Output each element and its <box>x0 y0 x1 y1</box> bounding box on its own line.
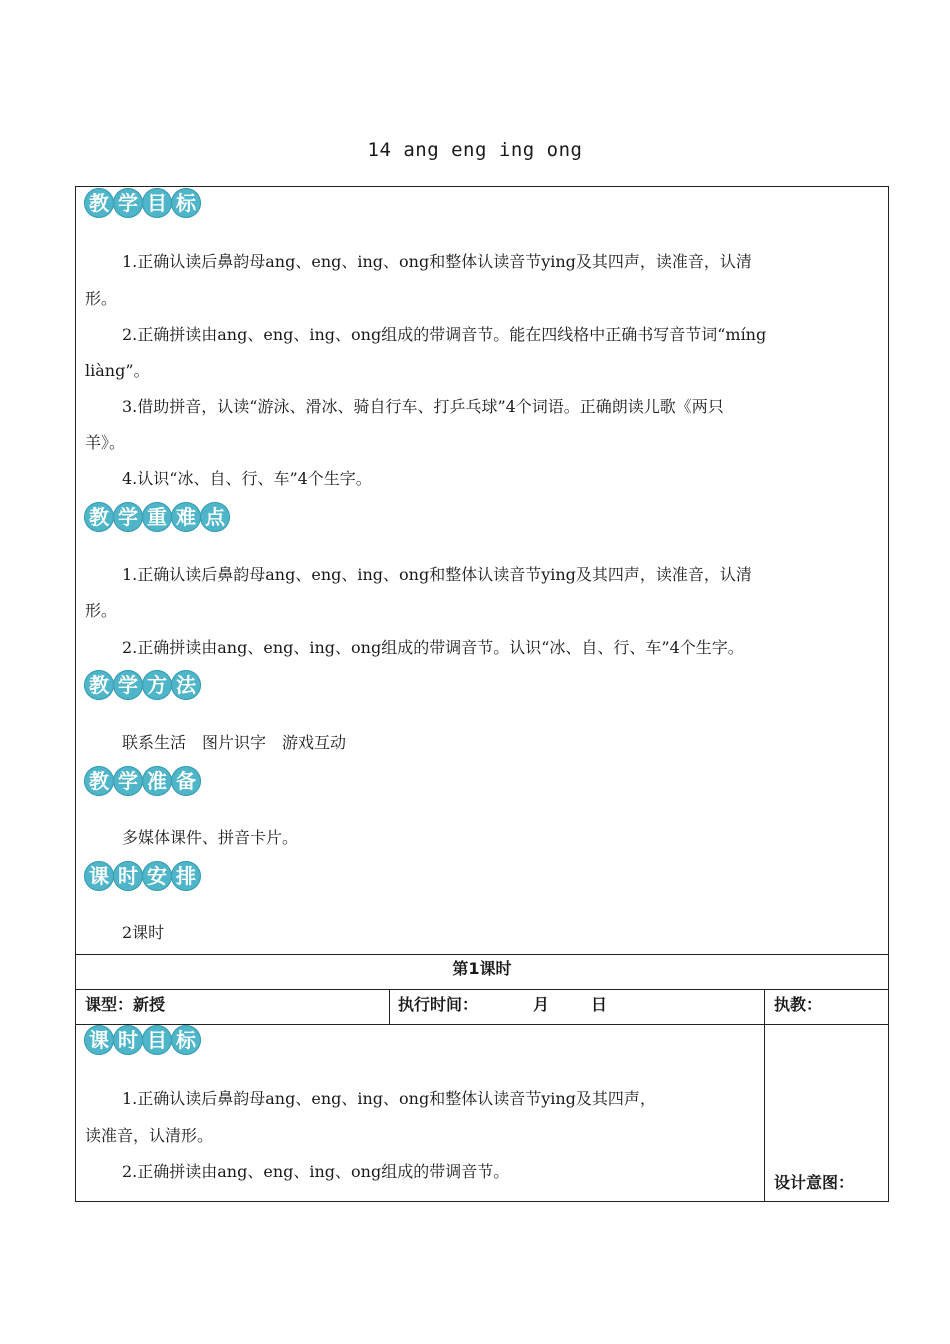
key-point-2: 2.正确拼读由ang、eng、ing、ong组成的带调音节。认识“冰、自、行、车”4个生字。 <box>122 638 744 657</box>
divider-design-column <box>764 1024 765 1202</box>
divider-info-col-2 <box>764 989 765 1024</box>
badge-char: 时 <box>113 861 143 891</box>
badge-char: 标 <box>171 188 201 218</box>
badge-char: 学 <box>113 766 143 796</box>
badge-char: 标 <box>171 1025 201 1055</box>
objective-3-line1: 3.借助拼音，认读“游泳、滑冰、骑自行车、打乒乓球”4个词语。正确朗读儿歌《两只 <box>122 397 724 416</box>
badge-char: 备 <box>171 766 201 796</box>
badge-char: 点 <box>200 502 230 532</box>
badge-char: 安 <box>142 861 172 891</box>
lesson-objective-2: 2.正确拼读由ang、eng、ing、ong组成的带调音节。 <box>122 1162 510 1181</box>
badge-char: 教 <box>84 502 114 532</box>
badge-char: 方 <box>142 670 172 700</box>
badge-class-schedule <box>84 861 200 893</box>
badge-char: 法 <box>171 670 201 700</box>
lesson-objective-1-line1: 1.正确认读后鼻韵母ang、eng、ing、ong和整体认读音节ying及其四声， <box>122 1089 656 1108</box>
key-point-1-line1: 1.正确认读后鼻韵母ang、eng、ing、ong和整体认读音节ying及其四声，读准音，认清 <box>122 565 752 584</box>
objective-1-line2: 形。 <box>85 289 118 308</box>
badge-teaching-methods <box>84 670 200 702</box>
objective-3-line2: 羊》。 <box>85 433 126 452</box>
key-point-1-line2: 形。 <box>85 601 118 620</box>
badge-char: 学 <box>113 502 143 532</box>
execution-day: 日 <box>591 995 608 1014</box>
badge-char: 课 <box>84 1025 114 1055</box>
divider-lesson-info-top <box>75 989 889 990</box>
execution-month: 月 <box>533 995 550 1014</box>
objective-2-line2: liàng”。 <box>85 361 150 380</box>
lesson-header: 第1课时 <box>452 959 512 978</box>
badge-char: 学 <box>113 188 143 218</box>
badge-char: 教 <box>84 766 114 796</box>
execution-time-label: 执行时间： <box>398 995 479 1014</box>
lesson-objective-1-line2: 读准音，认清形。 <box>85 1126 214 1145</box>
badge-teaching-objectives <box>84 188 200 220</box>
badge-char: 重 <box>142 502 172 532</box>
badge-char: 目 <box>142 1025 172 1055</box>
badge-key-difficult-points <box>84 502 229 534</box>
teacher-label: 执教： <box>774 995 823 1014</box>
objective-4: 4.认识“冰、自、行、车”4个生字。 <box>122 469 372 488</box>
badge-char: 难 <box>171 502 201 532</box>
badge-char: 时 <box>113 1025 143 1055</box>
badge-teaching-preparation <box>84 766 200 798</box>
badge-char: 教 <box>84 670 114 700</box>
lesson-type: 课型：新授 <box>85 995 166 1014</box>
methods-text: 联系生活 图片识字 游戏互动 <box>122 733 347 752</box>
badge-lesson-objectives <box>84 1025 200 1057</box>
badge-char: 学 <box>113 670 143 700</box>
badge-char: 教 <box>84 188 114 218</box>
badge-char: 课 <box>84 861 114 891</box>
objective-2-line1: 2.正确拼读由ang、eng、ing、ong组成的带调音节。能在四线格中正确书写音节词“míng <box>122 325 767 344</box>
page-title: 14 ang eng ing ong <box>367 139 583 161</box>
design-intent-label: 设计意图： <box>774 1173 855 1192</box>
badge-char: 准 <box>142 766 172 796</box>
divider-info-col-1 <box>389 989 390 1024</box>
divider-lesson-header-top <box>75 954 889 955</box>
schedule-text: 2课时 <box>122 923 165 942</box>
badge-char: 目 <box>142 188 172 218</box>
preparation-text: 多媒体课件、拼音卡片。 <box>122 828 299 847</box>
badge-char: 排 <box>171 861 201 891</box>
objective-1-line1: 1.正确认读后鼻韵母ang、eng、ing、ong和整体认读音节ying及其四声，读准音，认清 <box>122 252 752 271</box>
